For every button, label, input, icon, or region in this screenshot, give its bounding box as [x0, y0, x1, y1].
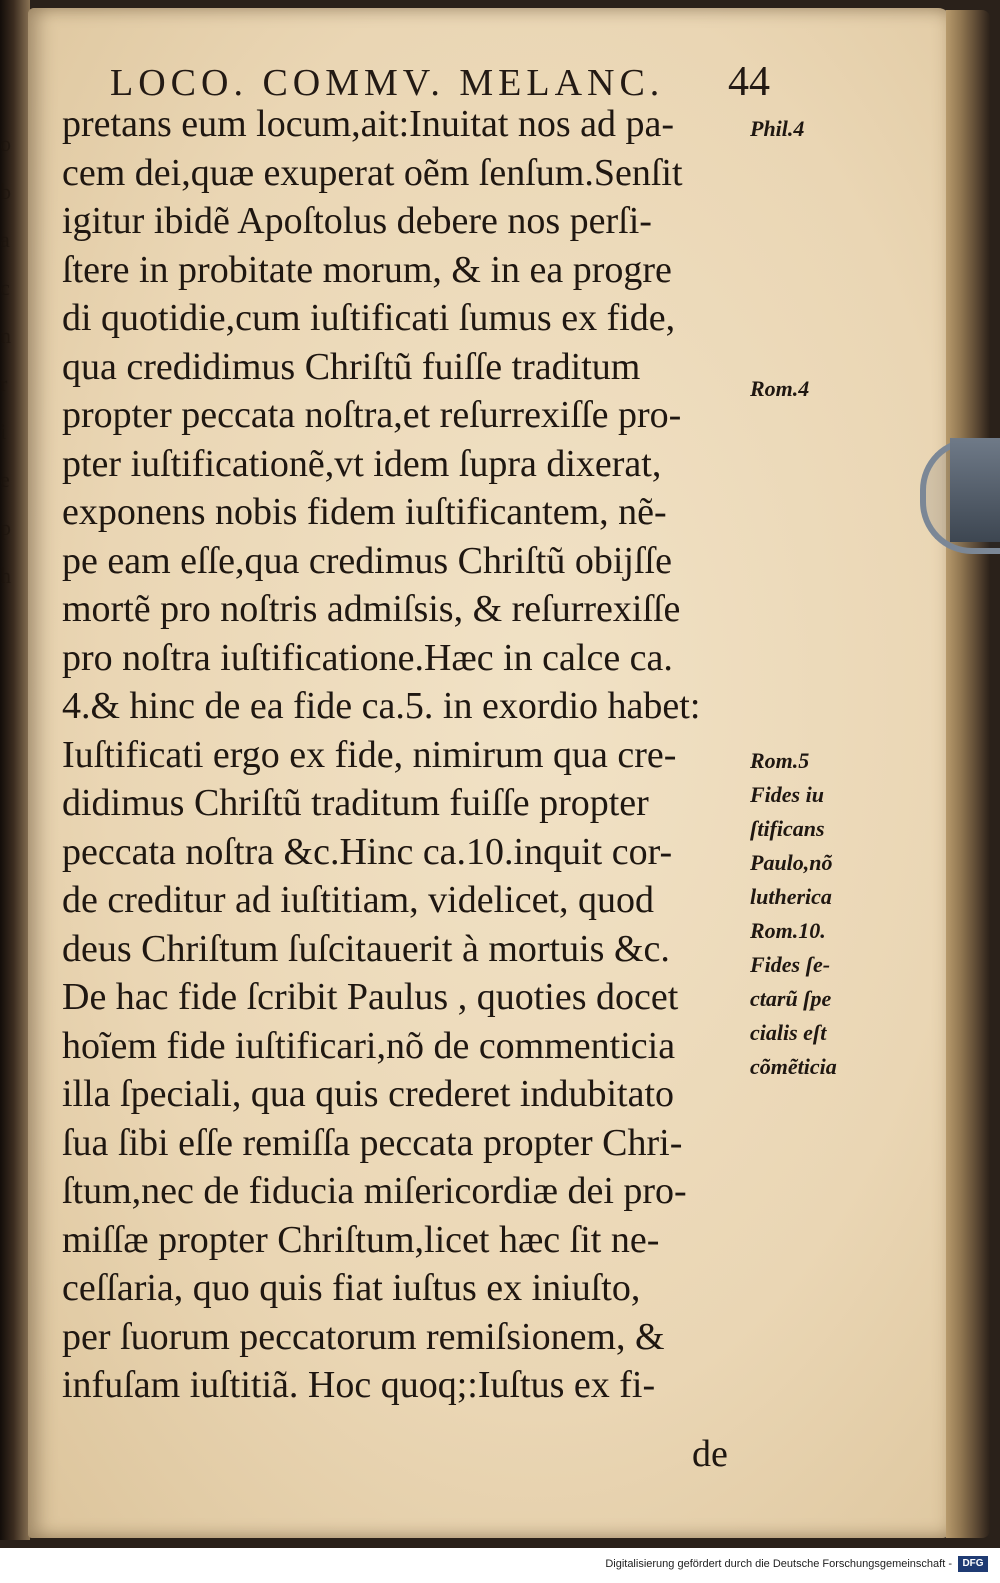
text-line: mortẽ pro noſtris admiſsis, & reſurrexiſſe	[62, 588, 681, 630]
text-line: ſua ſibi eſſe remiſſa peccata propter Chri-	[62, 1121, 683, 1164]
facing-page-fragments	[0, 120, 28, 600]
facing-page-letter: b	[0, 179, 11, 204]
facing-page-letter: n	[0, 323, 11, 348]
running-title: LOCO. COMMV. MELANC.	[110, 62, 665, 104]
margin-note-line: Rom.10.	[750, 918, 826, 943]
facing-page-letter: a	[0, 227, 10, 252]
running-head	[110, 58, 770, 106]
margin-note-line: Rom.5	[750, 748, 810, 773]
margin-note-line: Paulo,nõ	[750, 850, 833, 875]
text-line: exponens nobis fidem iuſtificantem, nẽ-	[62, 491, 667, 533]
margin-note-line: Fides ſe-	[750, 952, 831, 977]
footer-credit: Digitalisierung gefördert durch die Deutsche Forschungsgemeinschaft -	[605, 1558, 952, 1570]
margin-note-line: Rom.4	[750, 376, 810, 401]
margin-note-line: Phil.4	[750, 116, 805, 141]
facing-page-letter: p	[0, 515, 11, 540]
facing-page-letter: h	[0, 563, 11, 588]
facing-page-letter: c	[0, 275, 10, 300]
text-line: illa ſpeciali, qua quis crederet indubitato	[62, 1073, 675, 1115]
text-line: igitur ibidẽ Apoſtolus debere nos perſi-	[62, 200, 652, 242]
facing-page-letter: e	[0, 467, 10, 492]
text-line: pe eam eſſe,qua credimus Chriſtũ obijſſe	[62, 539, 672, 582]
text-line: Iuſtificati ergo ex fide, nimirum qua cre-	[62, 733, 677, 776]
dfg-logo: DFG	[958, 1556, 988, 1572]
catchword: de	[692, 1433, 728, 1475]
text-line: miſſæ propter Chriſtum,licet hæc ſit ne-	[62, 1218, 660, 1261]
text-line: cem dei,quæ exuperat oẽm ſenſum.Senſit	[62, 151, 683, 194]
book-clasp-bar	[950, 438, 1000, 542]
digitization-footer	[0, 1548, 1000, 1583]
margin-note-line: cõmẽticia	[750, 1054, 837, 1079]
page-number: 44	[728, 59, 770, 105]
page-right-edge	[946, 10, 990, 1538]
text-line: hoĩem fide iuſtificari,nõ de commenticia	[62, 1024, 676, 1067]
margin-note-line: ctarũ ſpe	[750, 986, 832, 1011]
text-line: peccata noſtra &c.Hinc ca.10.inquit cor-	[62, 830, 673, 873]
margin-note-line: cialis eſt	[750, 1020, 827, 1045]
text-line: ſtere in probitate morum, & in ea progre	[62, 248, 672, 291]
margin-note-rom4	[750, 372, 880, 406]
facing-page-letter: r	[0, 371, 8, 396]
text-line: deus Chriſtum ſuſcitauerit à mortuis &c.	[62, 927, 670, 970]
text-line: infuſam iuſtitiã. Hoc quoq;:Iuſtus ex fi-	[62, 1364, 656, 1406]
text-line: ceſſaria, quo quis fiat iuſtus ex iniuſto,	[62, 1267, 641, 1309]
margin-note-line: Fides iu	[750, 782, 824, 807]
text-line: ſtum,nec de fiducia miſericordiæ dei pro-	[62, 1170, 687, 1212]
text-line: per ſuorum peccatorum remiſsionem, &	[62, 1315, 665, 1358]
text-line: di quotidie,cum iuſtificati ſumus ex fide,	[62, 297, 676, 339]
margin-note-rom5	[750, 744, 880, 1084]
text-line: propter peccata noſtra,et reſurrexiſſe pro-	[62, 394, 682, 436]
text-line: 4.& hinc de ea fide ca.5. in exordio habet:	[62, 685, 701, 727]
text-line: didimus Chriſtũ traditum fuiſſe propter	[62, 782, 649, 824]
text-line: de creditur ad iuſtitiam, videlicet, quod	[62, 879, 654, 921]
text-line: pretans eum locum,ait:Inuitat nos ad pa-	[62, 103, 675, 145]
main-text-block	[62, 100, 762, 1410]
text-line: pter iuſtificationẽ,vt idem ſupra dixerat,	[62, 442, 662, 485]
text-line: De hac fide ſcribit Paulus , quoties docet	[62, 976, 679, 1018]
facing-page-letter: o	[0, 131, 11, 156]
margin-note-line: lutherica	[750, 884, 832, 909]
margin-note-line: ſtificans	[750, 816, 825, 841]
text-line: qua credidimus Chriſtũ fuiſſe traditum	[62, 345, 641, 388]
margin-note-phil	[750, 112, 880, 146]
text-line: pro noſtra iuſtificatione.Hæc in calce ca.	[62, 636, 673, 679]
facing-page-letter: i	[0, 419, 7, 444]
